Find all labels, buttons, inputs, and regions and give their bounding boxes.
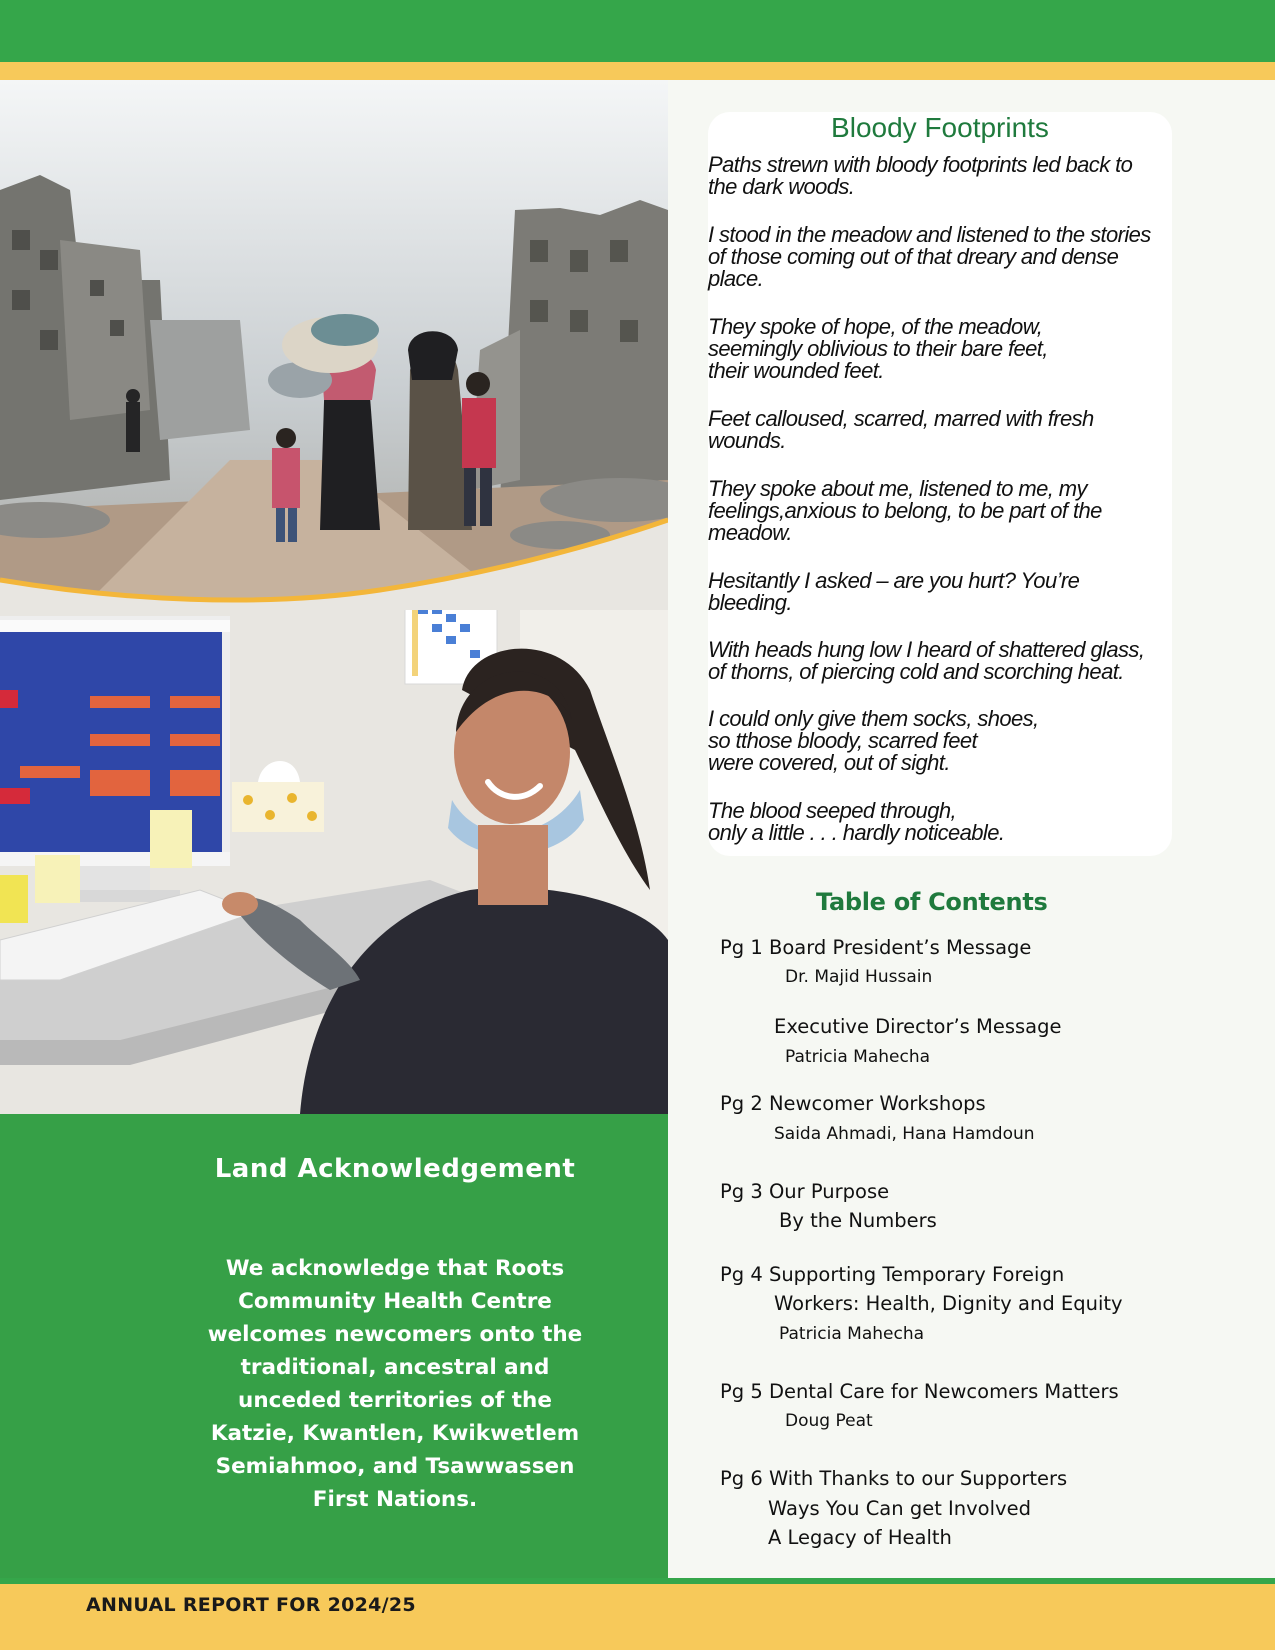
- poem-line: wounds.: [708, 428, 786, 453]
- poem-line: of those coming out of that dreary and dense: [708, 244, 1119, 269]
- land-line: Semiahmoo, and Tsawwassen: [215, 1454, 575, 1479]
- toc-entry-pg4[interactable]: Pg 4 Supporting Temporary Foreign: [720, 1263, 1065, 1286]
- poem-stanza: [708, 708, 1188, 774]
- poem-line: I stood in the meadow and listened to the stories: [708, 222, 1151, 247]
- poem-stanza: [708, 316, 1188, 382]
- toc-author: Patricia Mahecha: [785, 1047, 931, 1067]
- poem-line: Paths strewn with bloody footprints led back to: [708, 152, 1133, 177]
- poem-line: place.: [708, 266, 764, 291]
- toc-subentry[interactable]: Ways You Can get Involved: [768, 1497, 1031, 1520]
- poem-line: were covered, out of sight.: [708, 750, 950, 775]
- toc-author: Patricia Mahecha: [779, 1324, 925, 1344]
- poem-line: seemingly oblivious to their bare feet,: [708, 336, 1048, 361]
- poem-stanza: [708, 800, 1188, 844]
- poem-stanza: [708, 408, 1188, 452]
- poem-line: of thorns, of piercing cold and scorching heat.: [708, 659, 1124, 684]
- poem-card: [708, 112, 1172, 856]
- poem-line: their wounded feet.: [708, 358, 884, 383]
- land-acknowledgement-text: [190, 1252, 600, 1516]
- toc-entry-pg2[interactable]: Pg 2 Newcomer Workshops: [720, 1092, 986, 1115]
- poem-line: They spoke of hope, of the meadow,: [708, 314, 1043, 339]
- poem-line: feelings,anxious to belong, to be part of the: [708, 498, 1102, 523]
- toc-entry-pg6[interactable]: Pg 6 With Thanks to our Supporters: [720, 1467, 1068, 1490]
- toc-author: Saida Ahmadi, Hana Hamdoun: [774, 1124, 1035, 1144]
- toc-entry-pg3[interactable]: Pg 3 Our Purpose: [720, 1180, 890, 1203]
- poem-line: the dark woods.: [708, 174, 855, 199]
- poem-line: so tthose bloody, scarred feet: [708, 728, 977, 753]
- poem-line: With heads hung low I heard of shattered glass,: [708, 637, 1145, 662]
- toc-author: Dr. Majid Hussain: [785, 967, 933, 987]
- poem-stanza: [708, 570, 1188, 614]
- land-line: We acknowledge that Roots: [225, 1256, 565, 1281]
- land-line: Community Health Centre: [238, 1289, 552, 1314]
- footer-title: ANNUAL REPORT FOR 2024/25: [86, 1594, 416, 1616]
- header-green-bar: [0, 0, 1275, 62]
- toc-entry-pg4-cont: Workers: Health, Dignity and Equity: [774, 1292, 1123, 1315]
- land-line: unceded territories of the: [238, 1388, 552, 1413]
- poem-line: The blood seeped through,: [708, 798, 956, 823]
- toc-title: Table of Contents: [816, 888, 1048, 916]
- poem-line: They spoke about me, listened to me, my: [708, 476, 1087, 501]
- toc-entry-pg5[interactable]: Pg 5 Dental Care for Newcomers Matters: [720, 1380, 1119, 1403]
- header-yellow-bar: [0, 62, 1275, 80]
- poem-stanza: [708, 224, 1188, 290]
- land-line: traditional, ancestral and: [240, 1355, 550, 1380]
- poem-stanza: [708, 639, 1188, 683]
- poem-line: Hesitantly I asked – are you hurt? You’re: [708, 568, 1080, 593]
- poem-line: Feet calloused, scarred, marred with fresh: [708, 406, 1094, 431]
- toc-subentry[interactable]: By the Numbers: [779, 1209, 937, 1232]
- poem-stanza: [708, 478, 1188, 544]
- toc-entry-pg1[interactable]: Pg 1 Board President’s Message: [720, 936, 1032, 959]
- poem-title: Bloody Footprints: [831, 112, 1049, 143]
- poem-stanza: [708, 154, 1188, 198]
- land-acknowledgement-panel: [0, 1114, 668, 1578]
- poem-line: I could only give them socks, shoes,: [708, 706, 1039, 731]
- land-line: First Nations.: [312, 1487, 478, 1512]
- land-line: Katzie, Kwantlen, Kwikwetlem: [210, 1421, 580, 1446]
- land-acknowledgement-title: Land Acknowledgement: [214, 1154, 576, 1184]
- toc-subentry[interactable]: A Legacy of Health: [768, 1526, 952, 1549]
- poem-line: bleeding.: [708, 590, 792, 615]
- refugees-photo: [0, 80, 668, 610]
- poem-line: meadow.: [708, 520, 792, 545]
- toc-entry-executive[interactable]: Executive Director’s Message: [774, 1015, 1062, 1038]
- land-line: welcomes newcomers onto the: [207, 1322, 583, 1347]
- poem-line: only a little . . . hardly noticeable.: [708, 820, 1005, 845]
- toc-author: Doug Peat: [785, 1411, 873, 1431]
